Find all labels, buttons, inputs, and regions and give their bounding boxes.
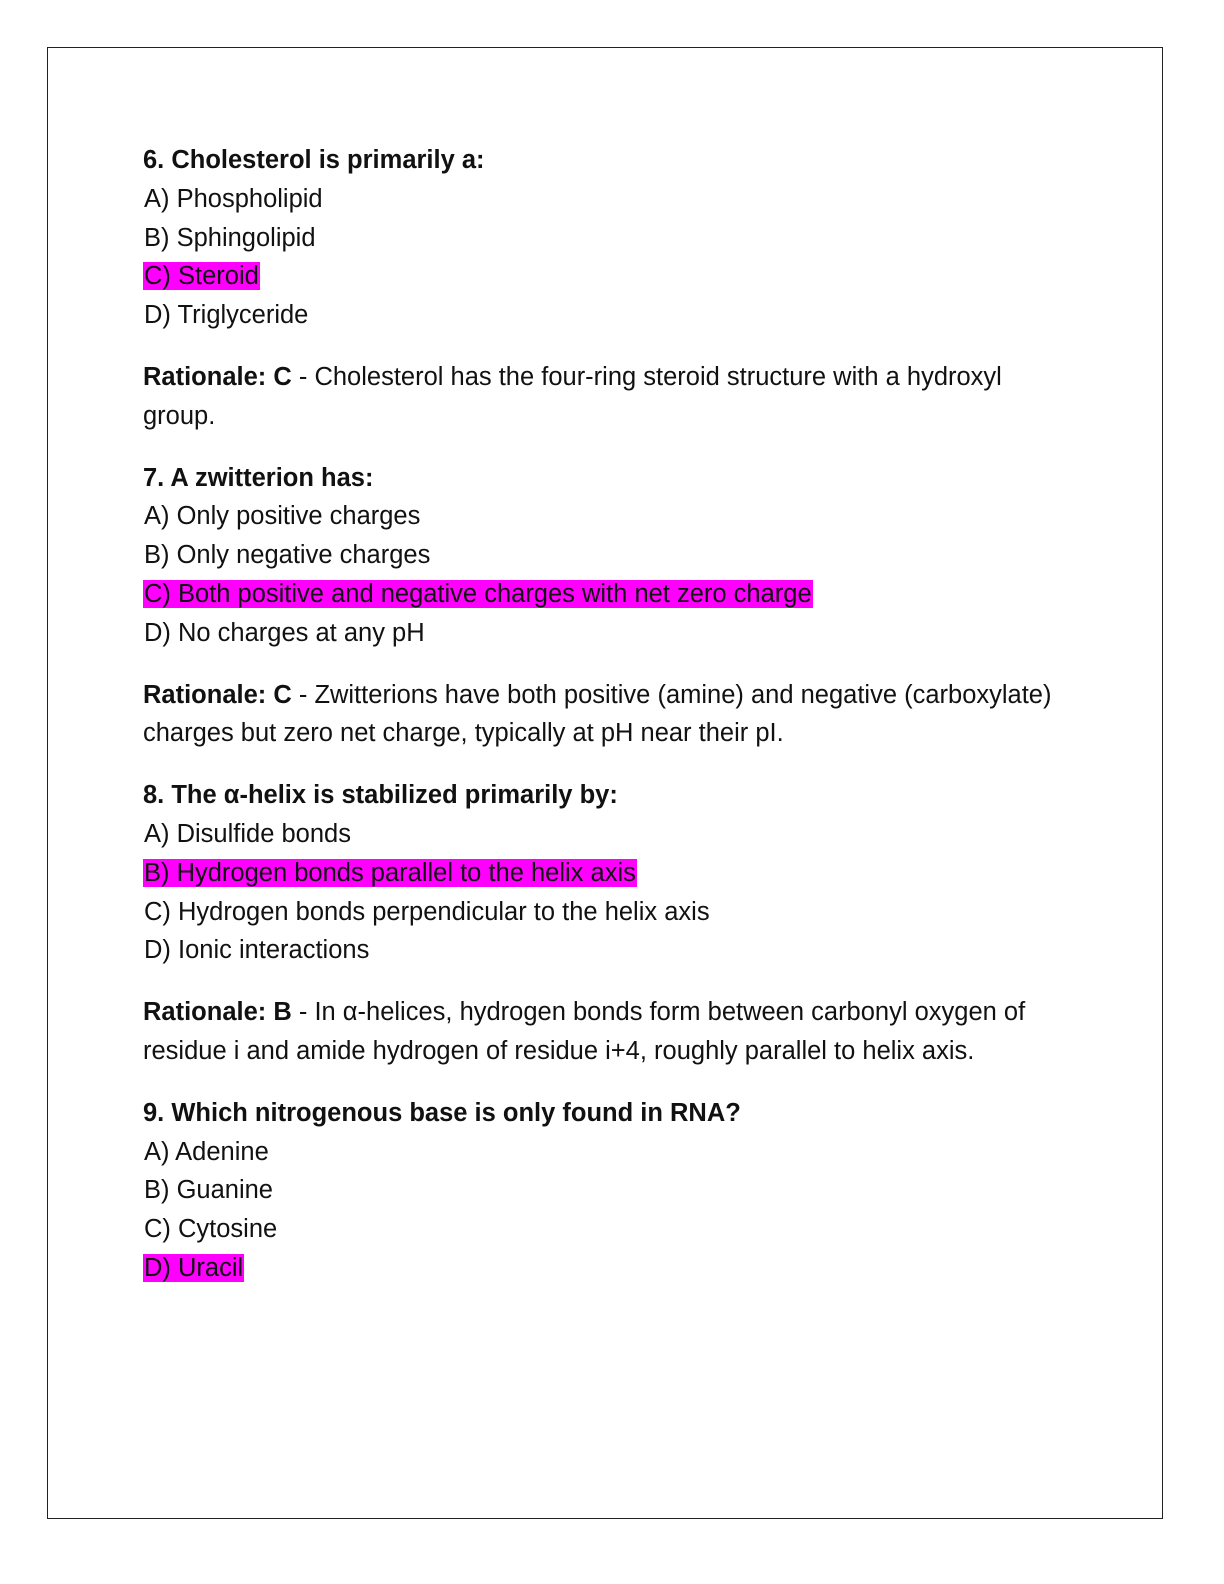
option-d: D) Ionic interactions	[144, 936, 370, 965]
option-a: A) Adenine	[144, 1137, 269, 1166]
question-title: 9. Which nitrogenous base is only found in RNA?	[143, 1098, 741, 1127]
rationale	[143, 993, 1073, 1071]
rationale-label: Rationale: C	[143, 680, 292, 709]
rationale-label: Rationale: C	[143, 362, 292, 391]
option-c: C) Hydrogen bonds perpendicular to the helix axis	[144, 897, 710, 926]
option-b-highlighted: B) Hydrogen bonds parallel to the helix axis	[144, 858, 636, 887]
question-6	[143, 141, 1073, 436]
question-title: 8. The α-helix is stabilized primarily by:	[143, 781, 618, 810]
option-c: C) Cytosine	[144, 1215, 278, 1244]
option-d-highlighted: D) Uracil	[144, 1253, 244, 1282]
question-title: 7. A zwitterion has:	[143, 463, 374, 492]
rationale-text: - Cholesterol has the four-ring steroid structure with a hydroxyl group.	[143, 362, 1002, 430]
document-body	[143, 141, 1073, 1311]
question-8	[143, 776, 1073, 1071]
option-a: A) Disulfide bonds	[144, 819, 351, 848]
option-a: A) Phospholipid	[144, 184, 323, 213]
option-d: D) No charges at any pH	[144, 618, 425, 647]
option-d: D) Triglyceride	[144, 301, 309, 330]
rationale-label: Rationale: B	[143, 998, 292, 1027]
rationale	[143, 676, 1073, 754]
question-9	[143, 1094, 1073, 1288]
question-7	[143, 459, 1073, 754]
rationale-text: - Zwitterions have both positive (amine) and negative (carboxylate) charges but zero net charge, typically at pH near their pI.	[143, 680, 1052, 748]
option-b: B) Sphingolipid	[144, 223, 316, 252]
rationale-text: - In α-helices, hydrogen bonds form between carbonyl oxygen of residue i and amide hydrogen of residue i+4, roughly parallel to helix axis.	[143, 998, 1026, 1065]
question-title: 6. Cholesterol is primarily a:	[143, 146, 485, 174]
option-c-highlighted: C) Steroid	[144, 262, 259, 291]
rationale	[143, 358, 1073, 436]
option-c-highlighted: C) Both positive and negative charges with net zero charge	[144, 579, 812, 608]
option-b: B) Only negative charges	[144, 541, 431, 570]
option-a: A) Only positive charges	[144, 502, 421, 531]
option-b: B) Guanine	[144, 1176, 273, 1205]
